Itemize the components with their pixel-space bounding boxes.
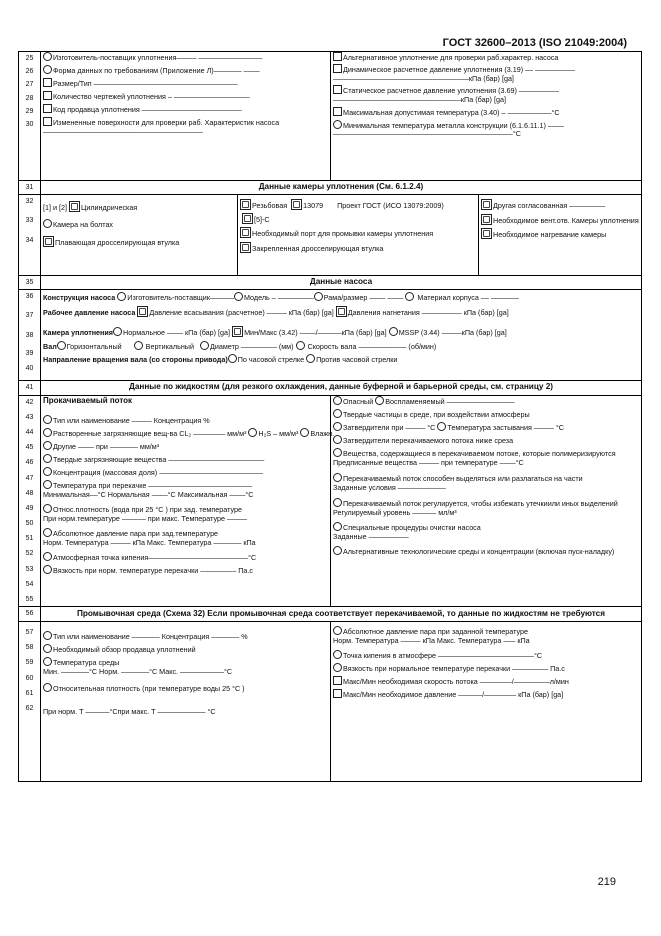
radio[interactable] [228,354,237,363]
radio[interactable] [57,341,66,350]
radio[interactable] [314,292,323,301]
chamber-type-col: [1] и [2] Цилиндрическая Камера на болтах Плавающая дросселирующая втулка [41,195,238,275]
checkbox-checked[interactable] [481,214,492,225]
radio[interactable] [43,504,52,513]
checkbox-checked[interactable] [481,228,492,239]
checkbox-checked[interactable] [291,199,302,210]
flush-medium-title-row: 56 Промывочная среда (Схема 32) Если промывочная среда соответствует перекачиваемой, то данные по жидкостям не требуются [19,607,642,622]
checkbox[interactable] [43,78,52,87]
seal-chamber-title: Данные камеры уплотнения (См. 6.1.2.4) [41,181,642,195]
radio[interactable] [389,327,398,336]
pump-data-title: Данные насоса [41,276,642,290]
checkbox[interactable] [43,104,52,113]
chamber-standard-col: Резьбовая 13079 Проект ГОСТ (ИСО 13079:2009) [5]-С Необходимый порт для промывки камеры уплотнения Закрепленная дросселирующая втулка [238,195,479,275]
row-numbers: 25 26 27 28 29 30 [19,52,41,181]
checkbox-checked[interactable] [481,199,492,210]
seal-chamber-title-row: 31 Данные камеры уплотнения (См. 6.1.2.4) [19,181,642,195]
checkbox[interactable] [333,676,342,685]
radio[interactable] [234,292,243,301]
radio[interactable] [306,354,315,363]
flush-right-cell: Абсолютное давление пара при заданной температуре Норм. Температура ––––– кПа Макс. Температура ––– кПа Точка кипения в атмосфере ––––––––––––––––––––––––°С Вязкость при нормальное температуре перекачки ––––––––– Па.с Макс/Мин необходимая скорость потока ––––––––/–––––––––л/мин Макс/Мин необходимое давление ––––––/–––––––– кПа (бар) [ga] [331,622,642,782]
radio[interactable] [43,415,52,424]
checkbox-checked[interactable] [240,242,251,253]
pump-data-block: 36 37 38 39 40 Конструкция насоса Изготовитель-поставщик–––––– Модель – ––––––––– Рама/размер –––– –––– Материал корпуса –– ––––––– Рабочее давление насоса Давление всасывания (расчетное) ––––– кПа (бар) [ga] Давления нагнетания –––––––––– кПа (бар) [ga] Камера уплотнения Нормальное –––– кПа (бар) [ga] Мин/Макс (3.42) ––––/––––––кПа (бар) [ga] MSSP (3.44) –––––кПа (бар) [ga] Вал Горизонтальный Вертикальный Диаметр ––––––––– (мм) Скорость вала –––––––––––– (об/мин) Направление вращения вала (со стороны привода) По часовой стрелке Против часовой стрелки [19,290,642,381]
radio[interactable] [43,480,52,489]
checkbox[interactable] [333,689,342,698]
page-number: 219 [597,876,616,888]
radio[interactable] [248,428,257,437]
radio[interactable] [333,546,342,555]
radio[interactable] [200,341,209,350]
radio[interactable] [43,528,52,537]
radio[interactable] [333,650,342,659]
seal-right-cell: Альтернативное уплотнение для проверки раб.характер. насоса Динамическое расчетное давление уплотнения (3.19) –– –––––––––– ––––––––––––––––––––––––––––––––––кПа (бар) [ga] Статическое расчетное давление уплотнения (3.69) –––––––––– ––––––––––––––––––––––––––––––––кПа (бар) [ga] Максимальная допустимая температура (3.40) – –––––––––––°С Минимальная температура металла конструкции (6.1.6.11.1) –––– –––––––––––––––––––––––––––––––––––––––––––––°С [331,52,642,181]
radio[interactable] [333,522,342,531]
radio[interactable] [296,341,305,350]
radio[interactable] [43,467,52,476]
radio[interactable] [375,396,384,405]
radio[interactable] [333,473,342,482]
checkbox-checked[interactable] [69,201,80,212]
fluid-data-title: Данные по жидкостям (для резкого охлаждения, данные буферной и барьерной среды, см. страницу 2) [41,381,642,395]
radio[interactable] [134,341,143,350]
checkbox[interactable] [43,91,52,100]
chamber-options-col: Другая согласованная ––––––––– Необходимое вент.отв. Камеры уплотнения Необходимое нагревание камеры [479,195,641,275]
checkbox-checked[interactable] [242,213,253,224]
radio[interactable] [333,120,342,129]
radio[interactable] [43,454,52,463]
checkbox[interactable] [333,64,342,73]
flush-medium-title: Промывочная среда (Схема 32) Если промывочная среда соответствует перекачиваемой, то данные по жидкостям не требуются [41,607,642,622]
radio[interactable] [117,292,126,301]
checkbox[interactable] [333,85,342,94]
fluid-data-block: 42 43 44 45 46 47 48 49 50 51 52 53 54 55 Прокачиваемый поток Тип или наименование ––––– Концентрация % Растворенные загрязняющие вещ-ва CL₂ –––––––– мм/м³ H₂S – мм/м³ Влажн. Другие –––– при ––––––– мм/м³ Твердые загрязняющие вещества –––––––––––––––––––––––– Концентрация (массовая доля) –––––––––––––––––––––––––– Температура при перекачке –––––––––––––––––––––––––– Минимальная––°С Нормальная ––––°С Максимальная ––––°С Относ.плотность (вода при 25 °С ) при зад. температуре При норм.температуре –––––– при макс. Температуре ––––– Абсолютное давление пара при зад.температуре Норм. Температура ––––– кПа Макс. Температура ––––––– кПа Атмосферная точка кипения–––––––––––––––––––––––––°С Вязкость при норм. температуре перекачки ––––––––– Па.с Опасный Воспламеняемый ––––––––––––––––– Твердые частицы в среде, при воздействии атмосферы Затвердители при ––––– °С Температура застывания ––––– °С Затвердители перекачиваемого потока ниже среза Вещества, содержащиеся в перекачиваемом потоке, которые полимеризируются Предписанные вещества ––––– при температуре ––––°С Перекачиваемый поток способен выделяться или разлагаться на части Заданные условия –––––––––––– Перекачиваемый поток регулируется, чтобы избежать утечкиили иных выделений Регулируемый уровень –––––– мл/м³ Специальные процедуры очистки насоса Заданные –––––––––– Альтернативные технологические среды и концентрации (включая пуск-наладку) [19,395,642,607]
checkbox[interactable] [333,107,342,116]
radio[interactable] [113,327,122,336]
radio[interactable] [333,435,342,444]
pumped-flow-cell: Прокачиваемый поток Тип или наименование ––––– Концентрация % Растворенные загрязняющие вещ-ва CL₂ –––––––– мм/м³ H₂S – мм/м³ Влажн. Другие –––– при ––––––– мм/м³ Твердые загрязняющие вещества –––––––––––––––––––––––– Концентрация (массовая доля) –––––––––––––––––––––––––– Температура при перекачке –––––––––––––––––––––––––– Минимальная––°С Нормальная ––––°С Максимальная ––––°С Относ.плотность (вода при 25 °С ) при зад. температуре При норм.температуре –––––– при макс. Температуре ––––– Абсолютное давление пара при зад.температуре Норм. Температура ––––– кПа Макс. Температура ––––––– кПа Атмосферная точка кипения–––––––––––––––––––––––––°С Вязкость при норм. температуре перекачки ––––––––– Па.с [41,395,331,607]
radio[interactable] [437,422,446,431]
radio[interactable] [43,552,52,561]
seal-manufacturer-block [19,52,642,181]
radio[interactable] [333,498,342,507]
checkbox-checked[interactable] [336,306,347,317]
seal-left-cell: Изготовитель-поставщик уплотнения––––– –––––––––––––––– Форма данных по требованиям (Приложение Л)––––––– –––– Размер/Тип –––––––––––––––––––––––––––––––––––– Количество чертежей уплотнения – ––––––––––––––––––– Код продавца уплотнения ––––––––––––––––––––––––– Измененные поверхности для проверки раб. Характеристик насоса –––––––––––––––––––––––––––––––––––––––– [41,52,331,181]
seal-datasheet-table [18,51,642,782]
radio[interactable] [43,657,52,666]
flush-medium-block: 57 58 59 60 61 62 Тип или наименование ––––––– Концентрация ––––––– % Необходимый обзор продавца уплотнений Температура среды Мин. –––––––°С Норм. –––––––°С Макс. –––––––––––°С Относительная плотность (при температуре воды 25 °С ) При норм. Т ––––––°Спри макс. Т –––––––––––– °С Абсолютное давление пара при заданной температуре Норм. Температура ––––– кПа Макс. Температура ––– кПа Точка кипения в атмосфере ––––––––––––––––––––––––°С Вязкость при нормальное температуре перекачки ––––––––– Па.с Макс/Мин необходимая скорость потока ––––––––/–––––––––л/мин Макс/Мин необходимое давление ––––––/–––––––– кПа (бар) [ga] [19,622,642,782]
pump-data-cell: Конструкция насоса Изготовитель-поставщик–––––– Модель – ––––––––– Рама/размер –––– –––– Материал корпуса –– ––––––– Рабочее давление насоса Давление всасывания (расчетное) ––––– кПа (бар) [ga] Давления нагнетания –––––––––– кПа (бар) [ga] Камера уплотнения Нормальное –––– кПа (бар) [ga] Мин/Макс (3.42) ––––/––––––кПа (бар) [ga] MSSP (3.44) –––––кПа (бар) [ga] Вал Горизонтальный Вертикальный Диаметр ––––––––– (мм) Скорость вала –––––––––––– (об/мин) Направление вращения вала (со стороны привода) По часовой стрелке Против часовой стрелки [41,290,642,381]
radio[interactable] [43,441,52,450]
checkbox-checked[interactable] [232,326,243,337]
radio[interactable] [43,644,52,653]
radio[interactable] [333,663,342,672]
checkbox[interactable] [43,117,52,126]
checkbox-checked[interactable] [43,236,54,247]
radio[interactable] [300,428,309,437]
radio[interactable] [43,428,52,437]
radio[interactable] [333,448,342,457]
checkbox-checked[interactable] [137,306,148,317]
radio[interactable] [405,292,414,301]
checkbox[interactable] [333,52,342,61]
flush-left-cell: Тип или наименование ––––––– Концентрация ––––––– % Необходимый обзор продавца уплотнений Температура среды Мин. –––––––°С Норм. –––––––°С Макс. –––––––––––°С Относительная плотность (при температуре воды 25 °С ) При норм. Т ––––––°Спри макс. Т –––––––––––– °С [41,622,331,782]
radio[interactable] [43,219,52,228]
radio[interactable] [333,626,342,635]
checkbox-checked[interactable] [240,227,251,238]
radio[interactable] [43,565,52,574]
radio[interactable] [43,683,52,692]
radio[interactable] [43,631,52,640]
pumped-flow-title: Прокачиваемый поток [43,395,133,405]
checkbox-checked[interactable] [240,199,251,210]
fluid-data-title-row: 41 Данные по жидкостям (для резкого охлаждения, данные буферной и барьерной среды, см. страницу 2) [19,381,642,395]
fluid-properties-cell: Опасный Воспламеняемый ––––––––––––––––– Твердые частицы в среде, при воздействии атмосферы Затвердители при ––––– °С Температура застывания ––––– °С Затвердители перекачиваемого потока ниже среза Вещества, содержащиеся в перекачиваемом потоке, которые полимеризируются Предписанные вещества ––––– при температуре ––––°С Перекачиваемый поток способен выделяться или разлагаться на части Заданные условия –––––––––––– Перекачиваемый поток регулируется, чтобы избежать утечкиили иных выделений Регулируемый уровень –––––– мл/м³ Специальные процедуры очистки насоса Заданные –––––––––– Альтернативные технологические среды и концентрации (включая пуск-наладку) [331,395,642,607]
radio[interactable] [333,409,342,418]
pump-data-title-row: 35 Данные насоса [19,276,642,290]
radio[interactable] [333,422,342,431]
seal-chamber-block: 32 33 34 [1] и [2] Цилиндрическая Камера на болтах Плавающая дросселирующая втулка Резьбовая 13079 Проект ГОСТ (ИСО 13079:2009) [5]-С Необходимый порт для промывки камеры уплотнения Закрепленная дросселирующая втулка Другая согласованная ––––––––– Необходимое вент.отв. Камеры уплотнения Необходимое нагревание камеры [19,195,642,276]
radio[interactable] [333,396,342,405]
document-header: ГОСТ 32600–2013 (ISO 21049:2004) [442,37,627,49]
radio[interactable] [43,65,52,74]
radio[interactable] [43,52,52,61]
